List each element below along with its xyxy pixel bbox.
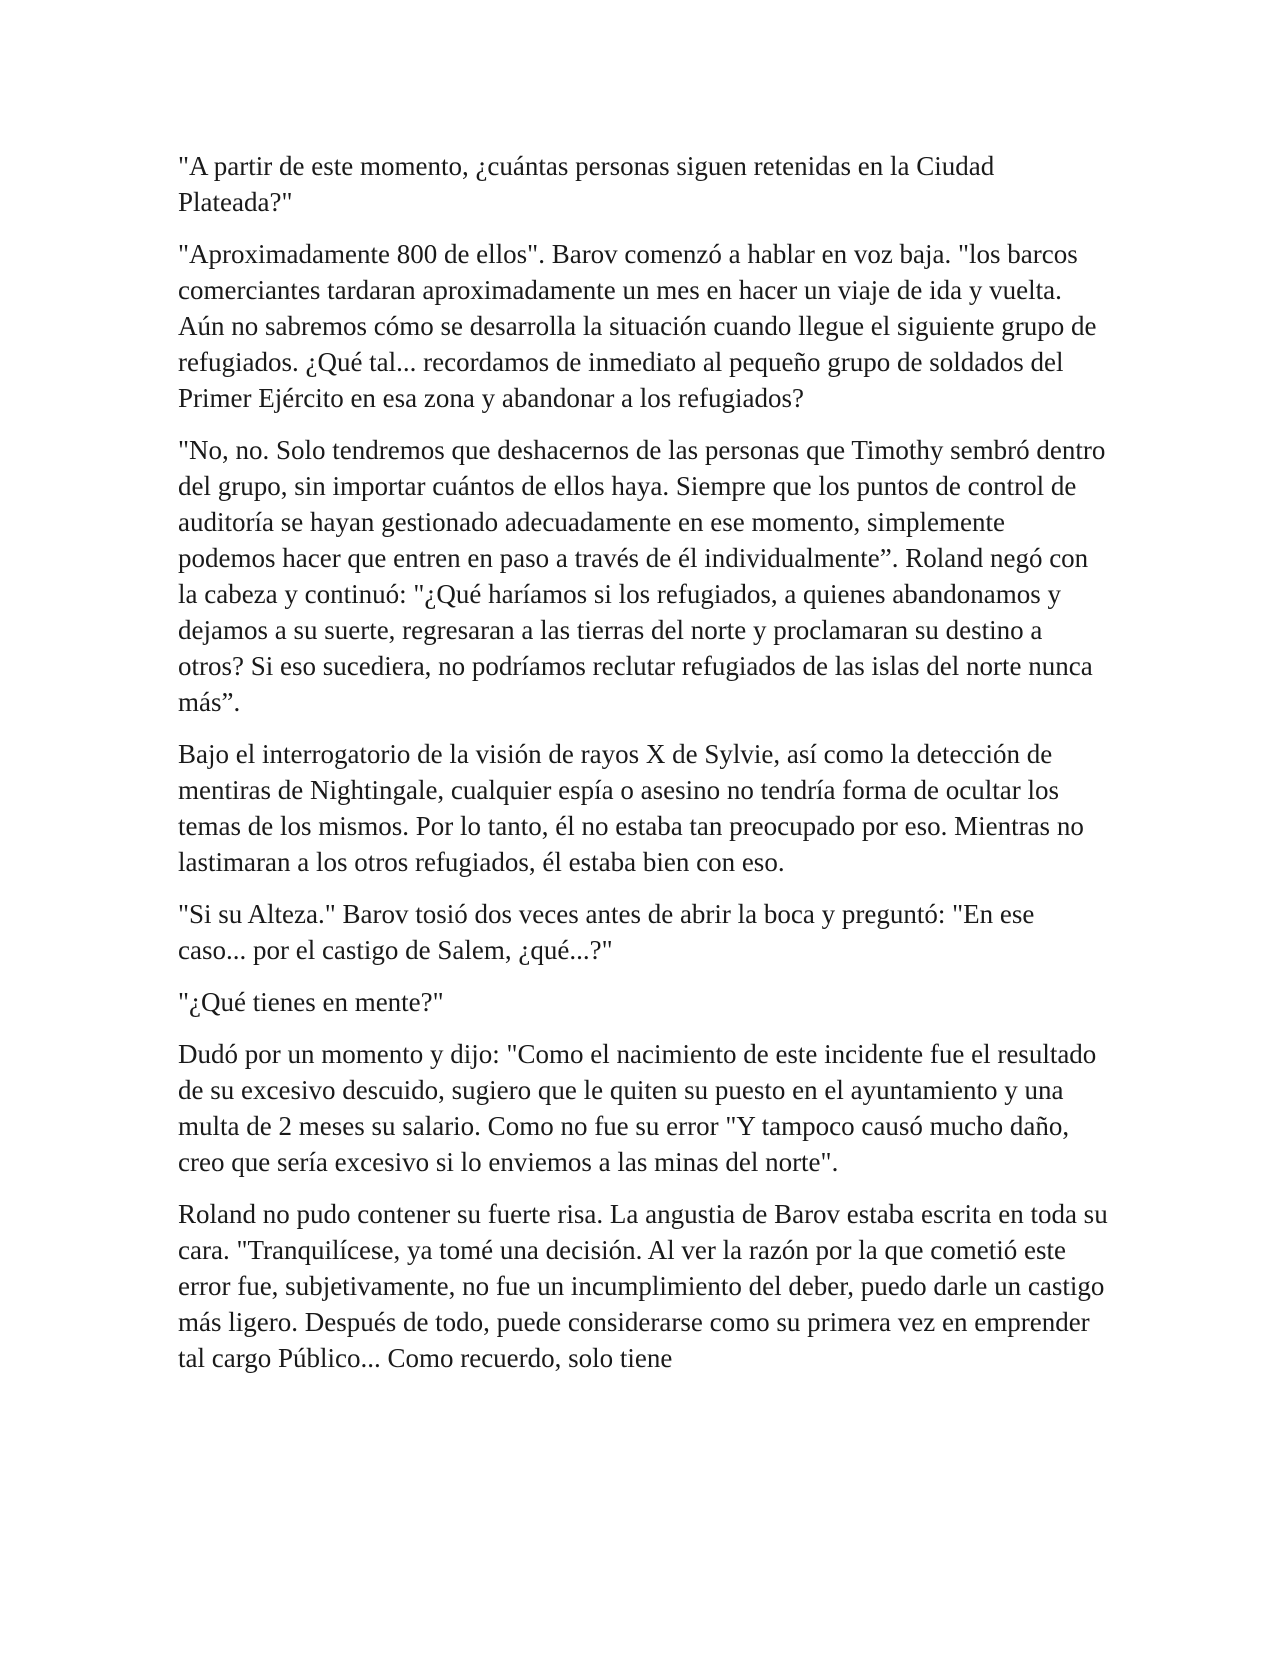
paragraph-2: "Aproximadamente 800 de ellos". Barov comenzó a hablar en voz baja. "los barcos comerciantes tardaran aproximadamente un mes en hacer un viaje de ida y vuelta. Aún no sabremos cómo se desarrolla la situación cuando llegue el siguiente grupo de refugiados. ¿Qué tal... recordamos de inmediato al pequeño grupo de soldados del Primer Ejército en esa zona y abandonar a los refugiados?: [178, 239, 1097, 413]
paragraph-1: "A partir de este momento, ¿cuántas personas siguen retenidas en la Ciudad Plateada?": [178, 151, 995, 217]
paragraph-6: "¿Qué tienes en mente?": [178, 987, 444, 1017]
paragraph-4: Bajo el interrogatorio de la visión de rayos X de Sylvie, así como la detección de mentiras de Nightingale, cualquier espía o asesino no tendría forma de ocultar los temas de los mismos. Por lo tanto, él no estaba tan preocupado por eso. Mientras no lastimaran a los otros refugiados, él estaba bien con eso.: [178, 739, 1084, 877]
paragraph-3: "No, no. Solo tendremos que deshacernos de las personas que Timothy sembró dentro del grupo, sin importar cuántos de ellos haya. Siempre que los puntos de control de auditoría se hayan gestionado adecuadamente en ese momento, simplemente podemos hacer que entren en paso a través de él individualmente”. Roland negó con la cabeza y continuó: "¿Qué haríamos si los refugiados, a quienes abandonamos y dejamos a su suerte, regresaran a las tierras del norte y proclamaran su destino a otros? Si eso sucediera, no podríamos reclutar refugiados de las islas del norte nunca más”.: [178, 435, 1106, 717]
paragraph-8: Roland no pudo contener su fuerte risa. La angustia de Barov estaba escrita en toda su cara. "Tranquilícese, ya tomé una decisión. Al ver la razón por la que cometió este error fue, subjetivamente, no fue un incumplimiento del deber, puedo darle un castigo más ligero. Después de todo, puede considerarse como su primera vez en emprender tal cargo Público... Como recuerdo, solo tiene: [178, 1199, 1108, 1373]
document-page: [178, 148, 1108, 1392]
paragraph-7: Dudó por un momento y dijo: "Como el nacimiento de este incidente fue el resultado de su excesivo descuido, sugiero que le quiten su puesto en el ayuntamiento y una multa de 2 meses su salario. Como no fue su error "Y tampoco causó mucho daño, creo que sería excesivo si lo enviemos a las minas del norte".: [178, 1039, 1097, 1177]
paragraph-5: "Si su Alteza." Barov tosió dos veces antes de abrir la boca y preguntó: "En ese caso... por el castigo de Salem, ¿qué...?": [178, 899, 1035, 965]
